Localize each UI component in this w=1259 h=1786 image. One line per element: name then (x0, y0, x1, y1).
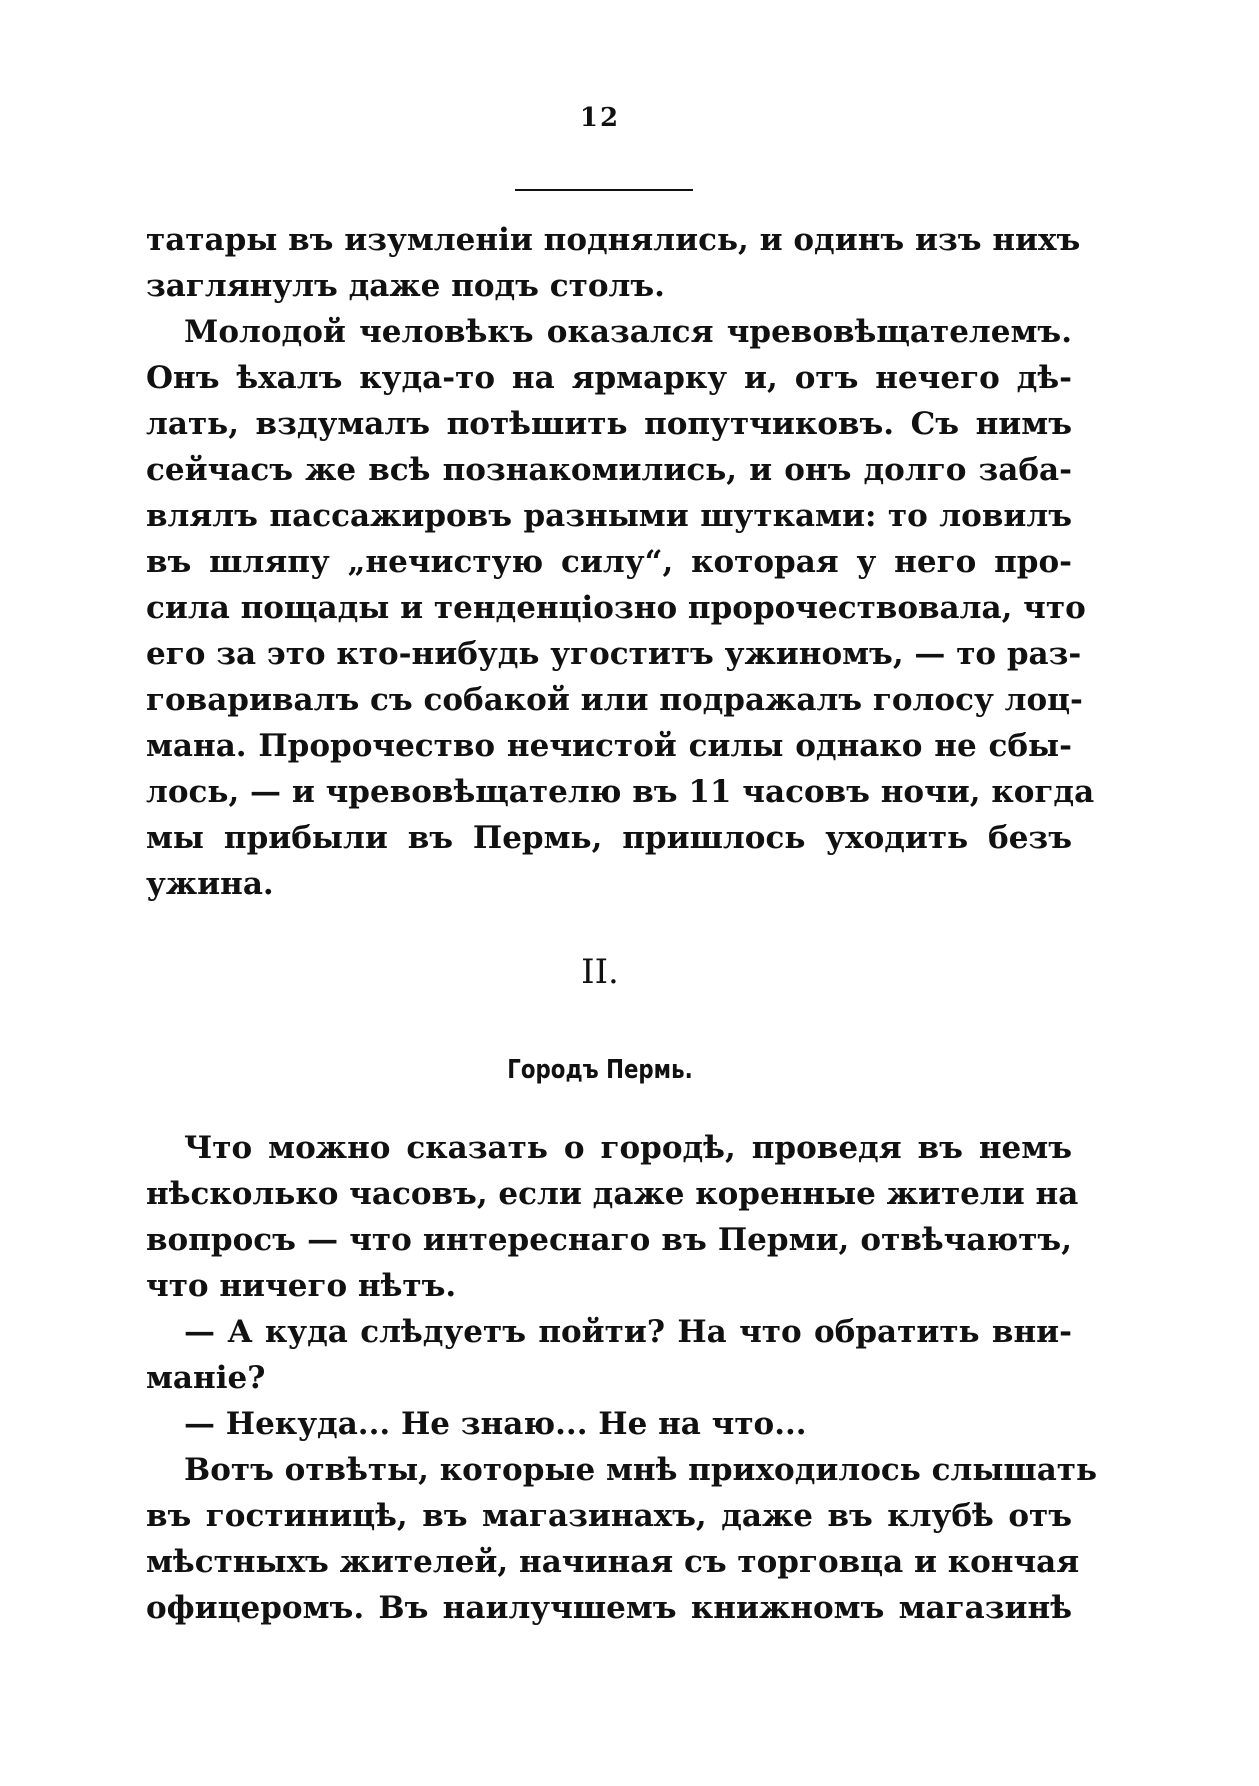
header-rule (515, 189, 693, 191)
text-line: говаривалъ съ собакой или подражалъ голосу лоц- (146, 682, 1083, 718)
text-line: маніе? (146, 1360, 266, 1396)
text-line: сила пощады и тенденціозно пророчествовала, что (146, 590, 1086, 626)
text-line: — А куда слѣдуетъ пойти? На что обратить вни- (184, 1314, 1072, 1350)
text-line: мѣстныхъ жителей, начиная съ торговца и кончая (146, 1544, 1080, 1580)
text-line: заглянулъ даже подъ столъ. (146, 268, 665, 304)
text-line: что ничего нѣтъ. (146, 1268, 457, 1304)
text-line: Онъ ѣхалъ куда-то на ярмарку и, отъ нечего дѣ- (146, 360, 1072, 396)
text-line: въ гостиницѣ, въ магазинахъ, даже въ клубѣ отъ (146, 1498, 1072, 1534)
text-line: Что можно сказать о городѣ, проведя въ немъ (184, 1130, 1072, 1166)
text-line: татары въ изумленіи поднялись, и одинъ изъ нихъ (146, 222, 1081, 258)
text-line: Вотъ отвѣты, которые мнѣ приходилось слышать (184, 1452, 1098, 1488)
text-line: ужина. (146, 866, 274, 902)
text-line: въ шляпу „нечистую силу“, которая у него про- (146, 544, 1072, 580)
paragraph-block-1 (146, 217, 1095, 907)
paragraph-block-2 (146, 1125, 1098, 1631)
text-line: нѣсколько часовъ, если даже коренные жители на (146, 1176, 1079, 1212)
page-number: 12 (579, 103, 621, 133)
chapter-title: Городъ Пермь. (507, 1055, 693, 1085)
text-line: — Некуда... Не знаю... Не на что... (184, 1406, 807, 1442)
text-line: его за это кто-нибудь угоститъ ужиномъ, — то раз- (146, 636, 1082, 672)
text-line: лось, — и чревовѣщателю въ 11 часовъ ночи, когда (146, 774, 1095, 810)
text-line: мана. Пророчество нечистой силы однако не сбы- (146, 728, 1072, 764)
chapter-numeral: II. (581, 952, 619, 992)
text-line: Молодой человѣкъ оказался чревовѣщателемъ. (184, 314, 1072, 350)
text-line: влялъ пассажировъ разными шутками: то ловилъ (146, 498, 1072, 534)
text-line: мы прибыли въ Пермь, пришлось уходить безъ (146, 820, 1072, 856)
text-line: сейчасъ же всѣ познакомились, и онъ долго заба- (146, 452, 1072, 488)
text-line: вопросъ — что интереснаго въ Перми, отвѣчаютъ, (146, 1222, 1072, 1258)
text-line: офицеромъ. Въ наилучшемъ книжномъ магазинѣ (146, 1590, 1072, 1626)
text-line: лать, вздумалъ потѣшить попутчиковъ. Съ нимъ (146, 406, 1072, 442)
